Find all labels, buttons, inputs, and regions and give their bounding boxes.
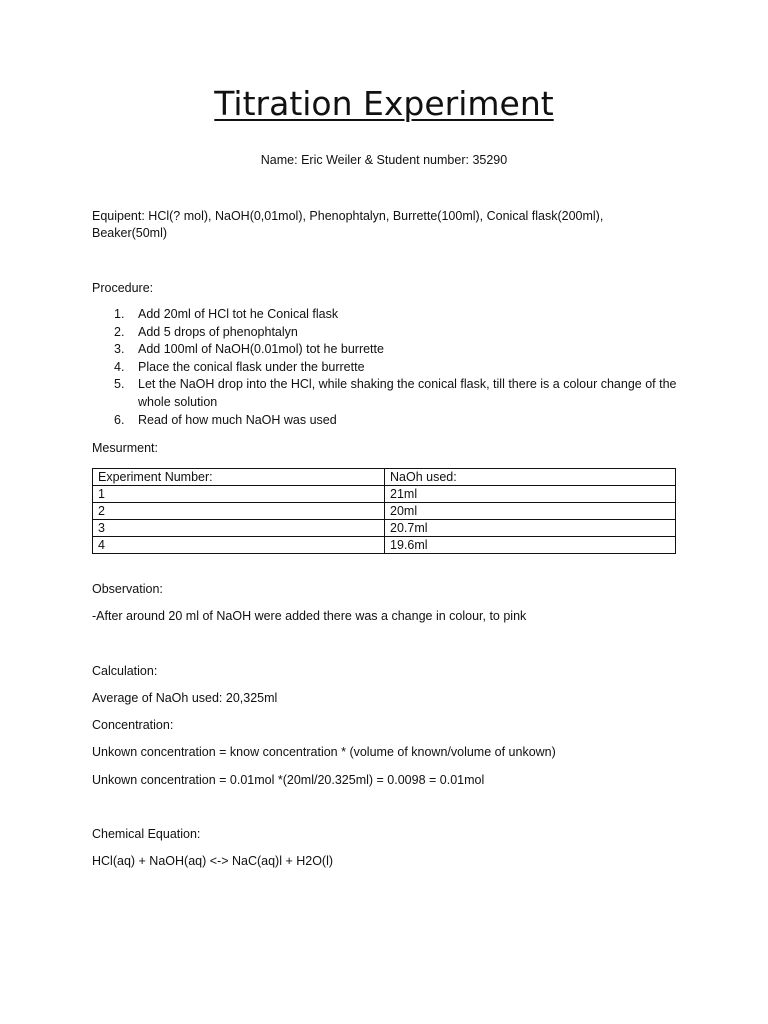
step-text: Add 5 drops of phenophtalyn: [138, 324, 298, 339]
table-cell: 4: [93, 537, 385, 554]
table-row: [93, 537, 676, 554]
list-item: [92, 359, 682, 377]
procedure-list: [92, 306, 682, 429]
table-cell: 20.7ml: [385, 520, 676, 537]
table-cell: 21ml: [385, 486, 676, 503]
table-row: [93, 503, 676, 520]
column-header: NaOh used:: [385, 469, 676, 486]
equation-heading: Chemical Equation:: [92, 827, 201, 841]
list-item: [92, 306, 682, 324]
step-number: 6.: [114, 412, 125, 427]
step-number: 5.: [114, 377, 125, 392]
step-number: 4.: [114, 359, 125, 374]
step-number: 3.: [114, 342, 125, 357]
table-row: [93, 520, 676, 537]
step-text: Add 100ml of NaOH(0.01mol) tot he burrette: [138, 342, 384, 357]
step-number: 2.: [114, 324, 125, 339]
step-text: Place the conical flask under the burrette: [138, 359, 365, 374]
concentration-result: Unkown concentration = 0.01mol *(20ml/20.325ml) = 0.0098 = 0.01mol: [92, 773, 485, 787]
concentration-heading: Concentration:: [92, 718, 174, 732]
measurement-table: [92, 468, 676, 554]
list-item: [92, 376, 682, 411]
equipment-list: Equipent: HCl(? mol), NaOH(0,01mol), Phenophtalyn, Burrette(100ml), Conical flask(200ml), Beaker(50ml): [92, 209, 604, 240]
column-header: Experiment Number:: [93, 469, 385, 486]
table-cell: 3: [93, 520, 385, 537]
list-item: [92, 341, 682, 359]
document-title: Titration Experiment: [214, 84, 554, 123]
step-text: Let the NaOH drop into the HCl, while shaking the conical flask, till there is a colour change of the whole solution: [138, 377, 677, 409]
student-info: Name: Eric Weiler & Student number: 35290: [260, 153, 508, 167]
observation-heading: Observation:: [92, 582, 163, 596]
measurement-heading: Mesurment:: [92, 441, 158, 455]
calculation-heading: Calculation:: [92, 664, 158, 678]
table-header-row: [93, 469, 676, 486]
list-item: [92, 412, 682, 430]
step-text: Read of how much NaOH was used: [138, 412, 337, 427]
table-cell: 20ml: [385, 503, 676, 520]
concentration-formula: Unkown concentration = know concentration * (volume of known/volume of unkown): [92, 745, 556, 759]
average-line: Average of NaOh used: 20,325ml: [92, 691, 278, 705]
observation-text: -After around 20 ml of NaOH were added there was a change in colour, to pink: [92, 609, 527, 623]
table-row: [93, 486, 676, 503]
table-cell: 1: [93, 486, 385, 503]
procedure-heading: Procedure:: [92, 281, 154, 295]
table-cell: 19.6ml: [385, 537, 676, 554]
step-number: 1.: [114, 307, 125, 321]
list-item: [92, 324, 682, 342]
step-text: Add 20ml of HCl tot he Conical flask: [138, 307, 339, 321]
chemical-equation: HCl(aq) + NaOH(aq) <-> NaC(aq)l + H2O(l): [92, 854, 334, 868]
table-cell: 2: [93, 503, 385, 520]
